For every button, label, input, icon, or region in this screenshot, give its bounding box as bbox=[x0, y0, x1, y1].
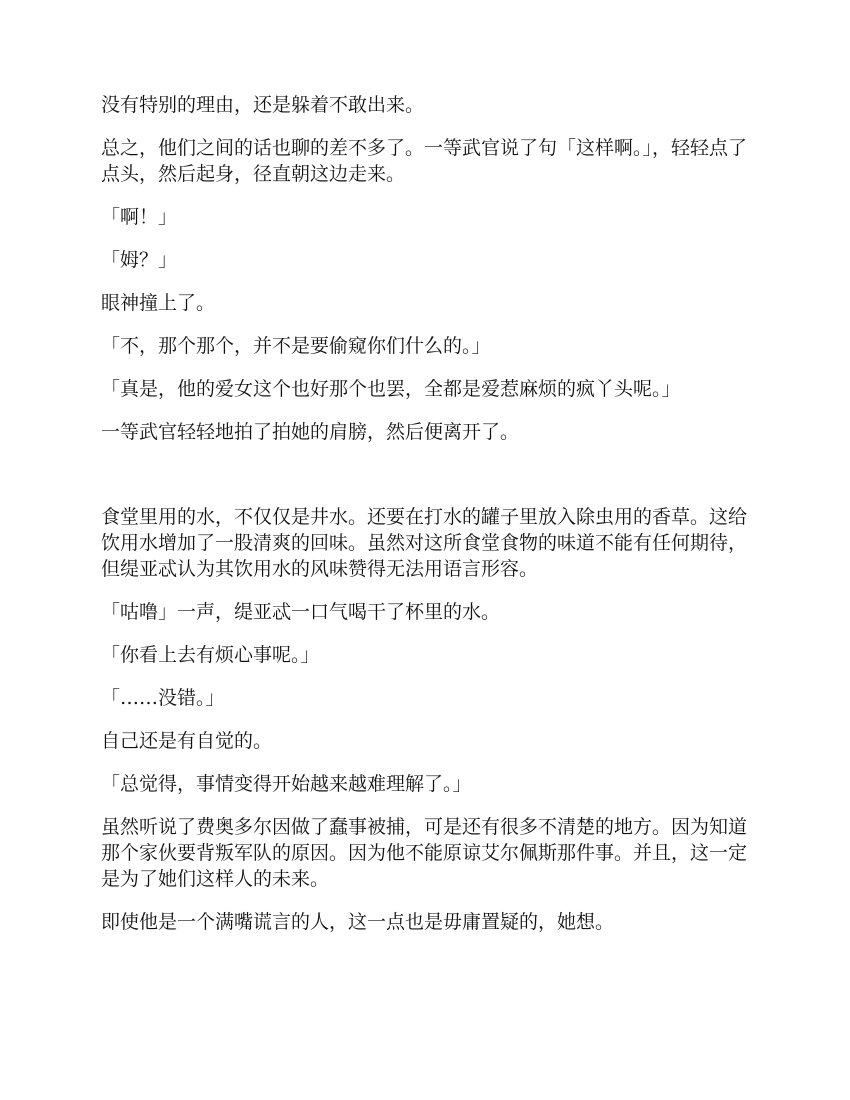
paragraph: 自己还是有自觉的。 bbox=[101, 730, 273, 752]
dialogue-line: 「总觉得，事情变得开始越来越难理解了。」 bbox=[101, 773, 472, 795]
dialogue-line: 「你看上去有烦心事呢。」 bbox=[101, 644, 320, 666]
dialogue-line: 「不，那个那个，并不是要偷窥你们什么的。」 bbox=[101, 335, 491, 357]
paragraph: 虽然听说了费奥多尔因做了蠢事被捕，可是还有很多不清楚的地方。因为知道那个家伙要背叛军队的原因。因为他不能原谅艾尔佩斯那件事。并且，这一定是为了她们这样人的未来。 bbox=[101, 816, 748, 890]
section-one bbox=[101, 92, 751, 445]
dialogue-line: 「姆？」 bbox=[101, 249, 178, 271]
paragraph: 食堂里用的水，不仅仅是井水。还要在打水的罐子里放入除虫用的香草。这给饮用水增加了一股清爽的回味。虽然对这所食堂食物的味道不能有任何期待，但缇亚忒认为其饮用水的风味赞得无法用语言形容。 bbox=[101, 506, 748, 580]
paragraph: 眼神撞上了。 bbox=[101, 292, 216, 314]
dialogue-line: 「……没错。」 bbox=[101, 687, 225, 709]
dialogue-line: 「真是，他的爱女这个也好那个也罢，全都是爱惹麻烦的疯丫头呢。」 bbox=[101, 378, 681, 400]
paragraph: 一等武官轻轻地拍了拍她的肩膀，然后便离开了。 bbox=[101, 421, 520, 443]
scene-break bbox=[101, 462, 751, 504]
section-two bbox=[101, 504, 751, 935]
paragraph: 总之，他们之间的话也聊的差不多了。一等武官说了句「这样啊。」，轻轻点了点头，然后起身，径直朝这边走来。 bbox=[101, 137, 748, 185]
paragraph: 没有特别的理由，还是躲着不敢出来。 bbox=[101, 94, 425, 116]
paragraph: 即使他是一个满嘴谎言的人，这一点也是毋庸置疑的，她想。 bbox=[101, 911, 615, 933]
document-page bbox=[101, 92, 751, 952]
dialogue-line: 「啊！」 bbox=[101, 206, 178, 228]
paragraph: 「咕噜」一声，缇亚忒一口气喝干了杯里的水。 bbox=[101, 601, 501, 623]
